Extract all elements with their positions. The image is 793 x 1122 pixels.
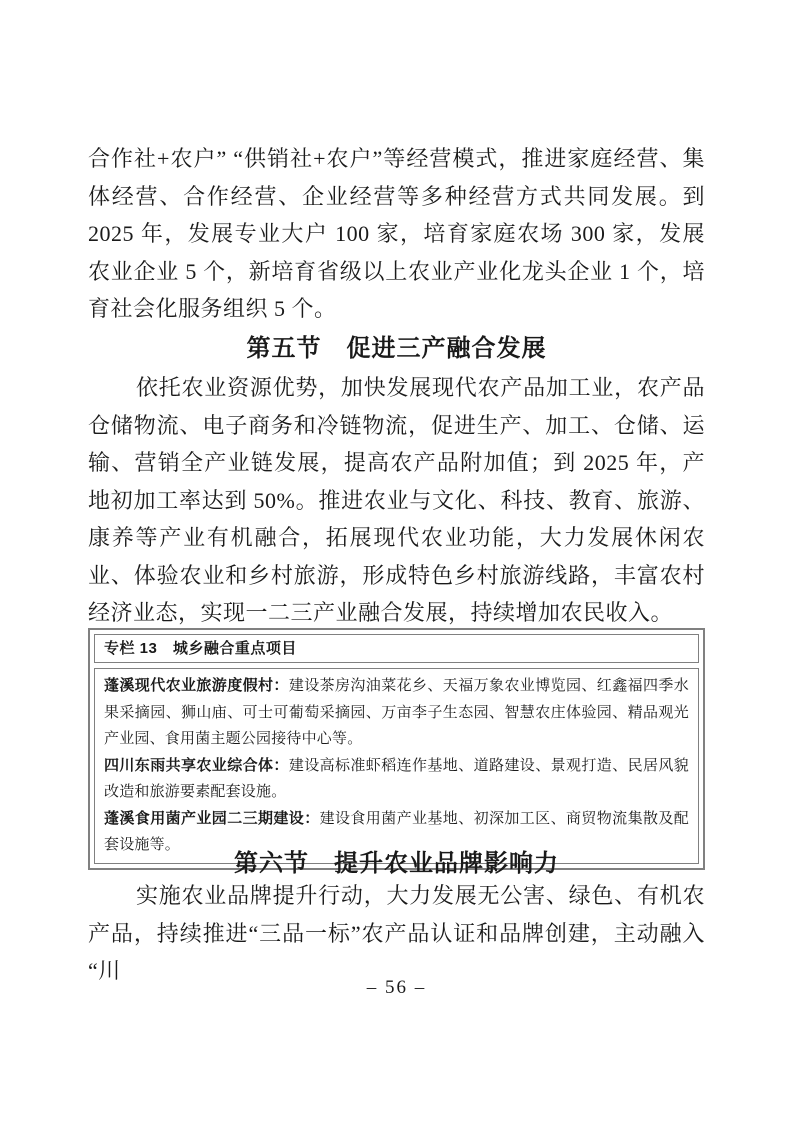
feature-box-item-label: 蓬溪食用菌产业园二三期建设： — [104, 810, 320, 827]
feature-box-13 — [88, 628, 705, 870]
feature-box-title: 专栏 13 城乡融合重点项目 — [94, 634, 699, 663]
feature-box-item-label: 四川东雨共享农业综合体： — [104, 757, 289, 774]
section-5-paragraph: 依托农业资源优势，加快发展现代农产品加工业，农产品仓储物流、电子商务和冷链物流，促进生产、加工、仓储、运输、营销全产业链发展，提高农产品附加值；到 2025 年，产地初加工率达到 50%。推进农业与文化、科技、教育、旅游、康养等产业有机融合，拓展现代农业功能，大力发展休闲农业、体验农业和乡村旅游，形成特色乡村旅游线路，丰富农村经济业态，实现一二三产业融合发展，持续增加农民收入。 — [88, 375, 705, 625]
intro-paragraph: 合作社+农户” “供销社+农户”等经营模式，推进家庭经营、集体经营、合作经营、企业经营等多种经营方式共同发展。到 2025 年，发展专业大户 100 家，培育家庭农场 300 家，发展农业企业 5 个，新培育省级以上农业产业化龙头企业 1 个，培育社会化服务组织 5 个。 — [88, 146, 705, 321]
section-6-paragraph: 实施农业品牌提升行动，大力发展无公害、绿色、有机农产品，持续推进“三品一标”农产品认证和品牌创建，主动融入“川 — [88, 883, 705, 983]
page-number: – 56 – — [366, 977, 427, 998]
feature-box-item-label: 蓬溪现代农业旅游度假村： — [104, 678, 289, 694]
feature-box-item-text: 建设高标准虾稻连作基地、道路建设、景观打造、民居风貌改造和旅游要素配套设施。 — [104, 757, 690, 800]
feature-box-item — [104, 753, 689, 806]
feature-box-item — [104, 673, 689, 753]
feature-box-item-text: 建设食用菌产业基地、初深加工区、商贸物流集散及配套设施等。 — [104, 810, 689, 853]
section-5-heading: 第五节 促进三产融合发展 — [246, 336, 547, 362]
section-6-heading: 第六节 提升农业品牌影响力 — [234, 851, 559, 877]
feature-box-body — [94, 668, 699, 864]
feature-box-item-text: 建设茶房沟油菜花乡、天福万象农业博览园、红鑫福四季水果采摘园、狮山庙、可士可葡萄采摘园、万亩李子生态园、智慧农庄体验园、精品观光产业园、食用菌主题公园接待中心等。 — [104, 678, 690, 747]
